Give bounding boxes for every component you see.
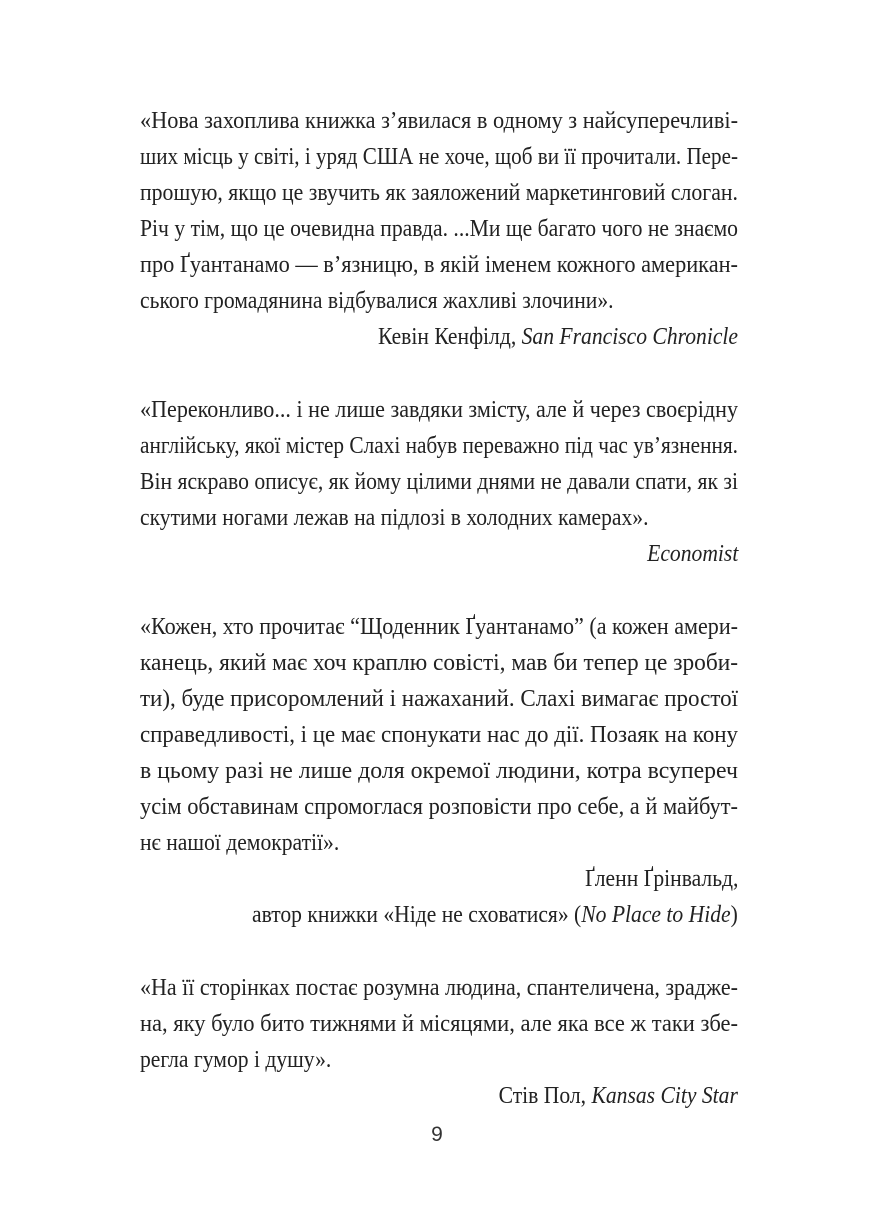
quote-block [140,392,738,572]
quote-line-text: про Ґуантанамо — в’язницю, в якій іменем кожного американ- [140,252,738,278]
quote-line [140,789,738,825]
quote-line-text: Він яскраво описує, як йому цілими днями не давали спати, як зі [140,469,738,495]
quotes [140,103,738,1114]
quote-line [140,1042,738,1078]
quote-line [140,609,738,645]
quote-block [140,970,738,1114]
quote-attribution-text: Ґленн Ґрінвальд, [584,866,738,892]
quote-line-text: в цьому разі не лише доля окремої людини, котра всупереч [140,758,738,784]
quote-line-text: «Кожен, хто прочитає “Щоденник Ґуантанамо” (а кожен амери- [140,614,738,640]
quote-line-text: на, яку було бито тижнями й місяцями, але яка все ж таки збе- [140,1011,738,1037]
quote-line-text: усім обставинам спромоглася розповісти про себе, а й майбут- [140,794,738,820]
quote-line-text: ших місць у світі, і уряд США не хоче, щоб ви її прочитали. Пере- [140,144,738,170]
quote-line [140,753,738,789]
quote-line [140,1006,738,1042]
text-column [140,103,738,1151]
quote-attribution [140,536,738,572]
quote-attribution [140,1078,738,1114]
quote-line [140,283,738,319]
quote-line [140,428,738,464]
quote-line-text: справедливості, і це має спонукати нас до дії. Позаяк на кону [140,722,738,748]
quote-attribution-text: Кевін Кенфілд, San Francisco Chronicle [377,324,738,350]
quote-line [140,681,738,717]
quote-line-text: англійську, якої містер Слахі набув переважно під час ув’язнення. [140,433,738,459]
quote-line [140,103,738,139]
quote-line-text: «На її сторінках постає розумна людина, спантеличена, зрадже- [140,975,738,1001]
quote-attribution [140,897,738,933]
quote-line [140,175,738,211]
quote-attribution [140,319,738,355]
quote-attribution [140,861,738,897]
quote-line-text: канець, який має хоч краплю совісті, мав би тепер це зроби- [140,650,738,676]
quote-line-text: регла гумор і душу». [140,1047,332,1073]
quote-attribution-text: автор книжки «Ніде не сховатися» (No Place to Hide) [252,902,738,928]
quote-line-text: ського громадянина відбувалися жахливі злочини». [140,288,614,314]
quote-line-text: ти), буде присоромлений і нажаханий. Слахі вимагає простої [140,686,738,712]
quote-attribution-text: Economist [646,541,738,567]
quote-block [140,609,738,933]
quote-line [140,825,738,861]
quote-line-text: «Нова захоплива книжка з’явилася в одному з найсуперечливі- [140,108,738,134]
quote-line-text: нє нашої демократії». [140,830,340,856]
quote-block [140,103,738,355]
quote-line-text: «Переконливо... і не лише завдяки змісту, але й через своєрідну [140,397,738,423]
quote-line [140,247,738,283]
quote-line [140,970,738,1006]
quote-line-text: скутими ногами лежав на підлозі в холодних камерах». [140,505,649,531]
quote-line [140,464,738,500]
quote-line [140,500,738,536]
quote-line [140,717,738,753]
quote-line-text: прошую, якщо це звучить як заяложений маркетинговий слоган. [140,180,738,206]
quote-line [140,392,738,428]
quote-line [140,211,738,247]
quote-line [140,139,738,175]
quote-line [140,645,738,681]
quote-attribution-text: Стів Пол, Kansas City Star [498,1083,738,1109]
page-number: 9 [431,1123,443,1146]
quote-line-text: Річ у тім, що це очевидна правда. ...Ми ще багато чого не знаємо [140,216,738,242]
